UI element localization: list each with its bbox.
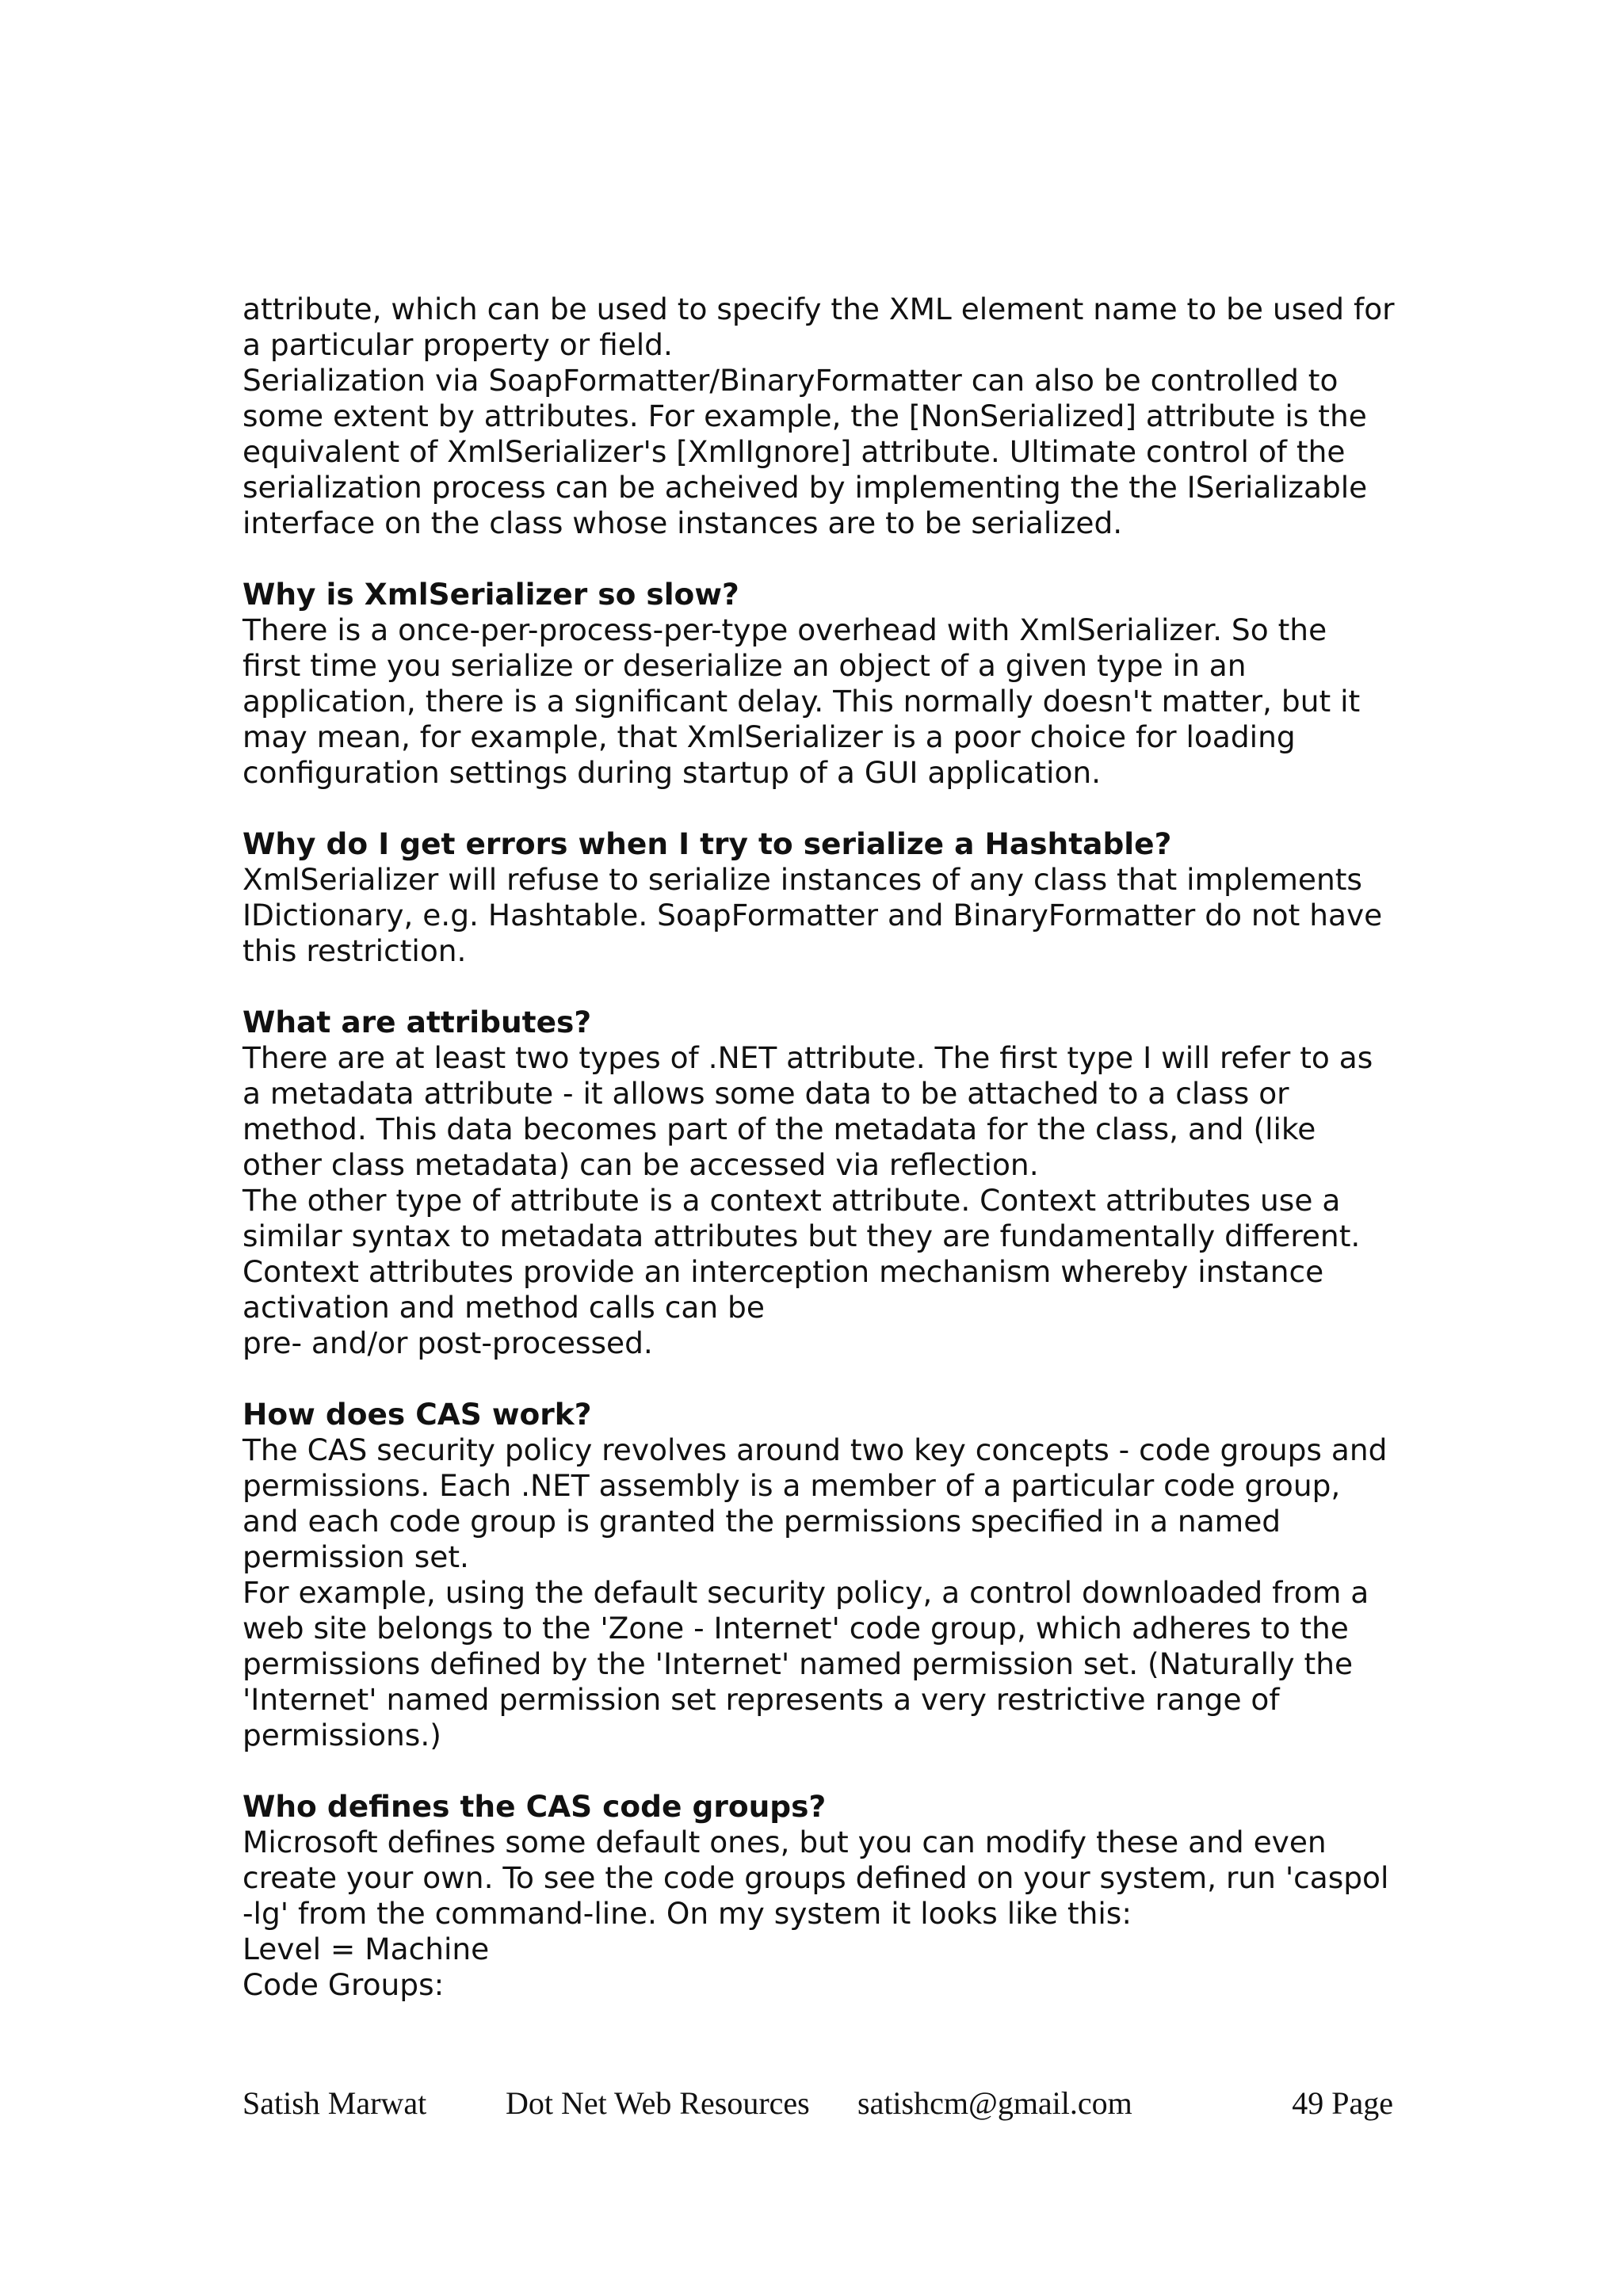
text-line: XmlSerializer will refuse to serialize instances of any class that implements (242, 862, 1362, 897)
text-line: Microsoft defines some default ones, but you can modify these and even (242, 1825, 1327, 1859)
heading-text: Why do I get errors when I try to serialize a Hashtable? (242, 826, 1172, 861)
paragraph (242, 292, 1400, 541)
text-line: Code Groups: (242, 1967, 445, 2002)
text-line: Context attributes provide an interception mechanism whereby instance (242, 1254, 1324, 1289)
page-footer (242, 2084, 1400, 2123)
heading-text: Why is XmlSerializer so slow? (242, 577, 739, 612)
text-line: The other type of attribute is a context attribute. Context attributes use a (242, 1183, 1341, 1218)
paragraph (242, 612, 1400, 791)
paragraph-spacer (242, 1753, 1400, 1789)
page-body (242, 292, 1400, 2003)
text-line: activation and method calls can be (242, 1290, 765, 1325)
text-line: interface on the class whose instances are to be serialized. (242, 505, 1123, 540)
text-line: other class metadata) can be accessed via reflection. (242, 1147, 1039, 1182)
text-line: may mean, for example, that XmlSerializer is a poor choice for loading (242, 719, 1296, 754)
text-line: permissions.) (242, 1718, 441, 1753)
text-line: For example, using the default security policy, a control downloaded from a (242, 1575, 1369, 1610)
heading-text: What are attributes? (242, 1005, 592, 1039)
text-line: this restriction. (242, 933, 467, 968)
paragraph-spacer (242, 969, 1400, 1005)
text-line: There are at least two types of .NET attribute. The first type I will refer to as (242, 1040, 1373, 1075)
text-line: method. This data becomes part of the metadata for the class, and (like (242, 1112, 1316, 1146)
text-line: a metadata attribute - it allows some data to be attached to a class or (242, 1076, 1289, 1111)
text-line: -lg' from the command-line. On my system it looks like this: (242, 1896, 1132, 1931)
text-line: serialization process can be acheived by implementing the the ISerializable (242, 470, 1368, 505)
text-line: a particular property or field. (242, 327, 673, 362)
text-line: configuration settings during startup of a GUI application. (242, 755, 1102, 790)
paragraph (242, 1432, 1400, 1753)
text-line: 'Internet' named permission set represents a very restrictive range of (242, 1682, 1280, 1717)
footer-email: satishcm@gmail.com (857, 2085, 1132, 2121)
text-line: permissions defined by the 'Internet' named permission set. (Naturally the (242, 1646, 1354, 1681)
text-line: Level = Machine (242, 1932, 490, 1966)
footer-author: Satish Marwat (242, 2085, 427, 2121)
text-line: IDictionary, e.g. Hashtable. SoapFormatter and BinaryFormatter do not have (242, 898, 1383, 933)
text-line: attribute, which can be used to specify the XML element name to be used for (242, 292, 1395, 326)
footer-page-number: 49 Page (1292, 2085, 1393, 2121)
text-line: similar syntax to metadata attributes but they are fundamentally different. (242, 1219, 1361, 1253)
paragraph-spacer (242, 541, 1400, 577)
paragraph (242, 1825, 1400, 2003)
text-line: There is a once-per-process-per-type overhead with XmlSerializer. So the (242, 612, 1327, 647)
section-heading (242, 1789, 1400, 1825)
text-line: create your own. To see the code groups defined on your system, run 'caspol (242, 1860, 1389, 1895)
text-line: first time you serialize or deserialize an object of a given type in an (242, 648, 1247, 683)
text-line: and each code group is granted the permissions specified in a named (242, 1504, 1281, 1539)
paragraph-spacer (242, 1361, 1400, 1397)
text-line: Serialization via SoapFormatter/BinaryFormatter can also be controlled to (242, 363, 1338, 398)
heading-text: How does CAS work? (242, 1397, 592, 1432)
paragraph (242, 862, 1400, 969)
text-line: web site belongs to the 'Zone - Internet' code group, which adheres to the (242, 1611, 1349, 1646)
section-heading (242, 826, 1400, 862)
text-line: pre- and/or post-processed. (242, 1325, 653, 1360)
paragraph-spacer (242, 791, 1400, 826)
paragraph (242, 1040, 1400, 1361)
text-line: permissions. Each .NET assembly is a member of a particular code group, (242, 1468, 1341, 1503)
text-line: some extent by attributes. For example, the [NonSerialized] attribute is the (242, 399, 1367, 433)
section-heading (242, 1005, 1400, 1040)
footer-site-title: Dot Net Web Resources (506, 2085, 810, 2121)
section-heading (242, 1397, 1400, 1432)
text-line: permission set. (242, 1539, 469, 1574)
text-line: equivalent of XmlSerializer's [XmlIgnore] attribute. Ultimate control of the (242, 434, 1346, 469)
text-line: The CAS security policy revolves around two key concepts - code groups and (242, 1432, 1388, 1467)
heading-text: Who defines the CAS code groups? (242, 1789, 827, 1824)
section-heading (242, 577, 1400, 612)
text-line: application, there is a significant delay. This normally doesn't matter, but it (242, 684, 1361, 719)
